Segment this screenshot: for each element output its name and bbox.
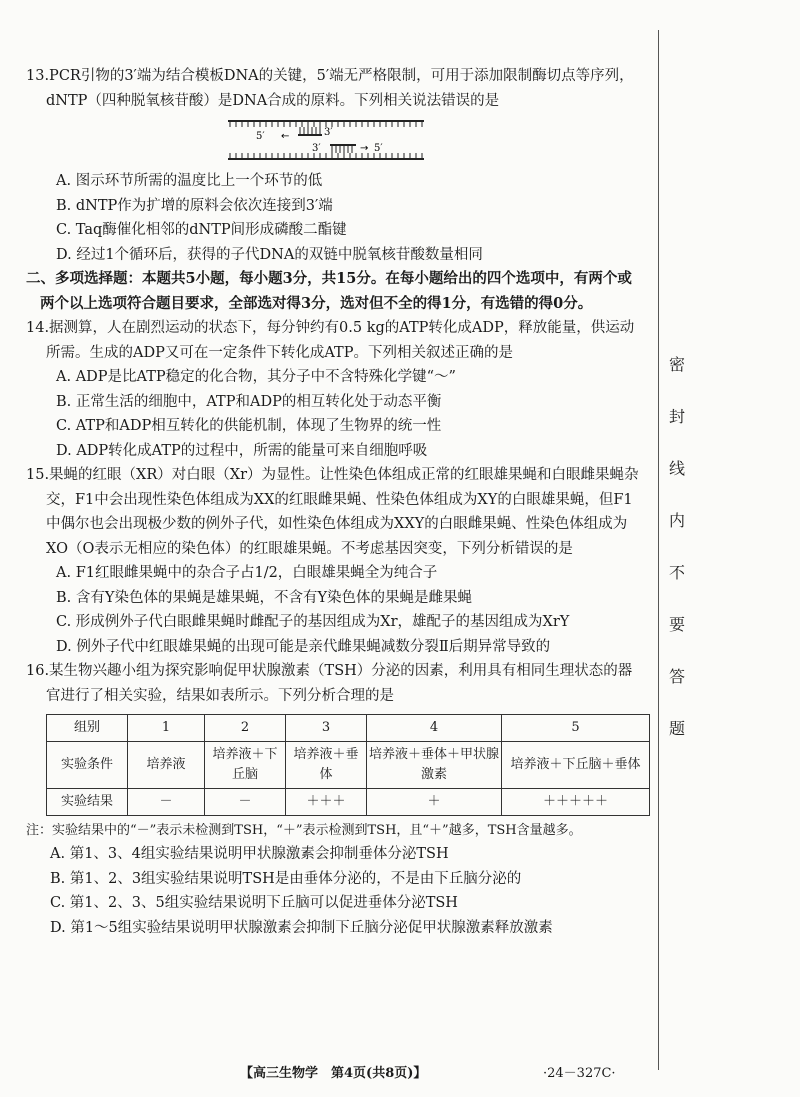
table-cell: 5 xyxy=(502,715,650,742)
table-cell: 4 xyxy=(367,715,502,742)
seal-char: 密 xyxy=(668,355,685,374)
seal-char: 要 xyxy=(668,615,685,634)
option-d: D. 经过1个循环后，获得的子代DNA的双链中脱氧核苷酸数量相同 xyxy=(56,246,483,263)
table-cell: 1 xyxy=(128,715,205,742)
option-d: D. ADP转化成ATP的过程中，所需的能量可来自细胞呼吸 xyxy=(56,442,428,459)
seal-line xyxy=(658,30,659,1070)
footer-page-info: 【高三生物学 第4页(共8页)】 xyxy=(240,1066,427,1081)
table-cell: ＋ xyxy=(367,789,502,816)
table-cell: 实验结果 xyxy=(47,789,128,816)
table-cell: 培养液 xyxy=(128,742,205,789)
question-14 xyxy=(26,316,644,463)
option-b: B. dNTP作为扩增的原料会依次连接到3′端 xyxy=(56,197,333,214)
seal-char: 不 xyxy=(668,563,685,582)
question-stem: 14.据测算，人在剧烈运动的状态下，每分钟约有0.5 kg的ATP转化成ADP，释放能量，供运动所需。生成的ADP又可在一定条件下转化成ATP。下列相关叙述正确的是 xyxy=(26,320,635,361)
option-b: B. 第1、2、3组实验结果说明TSH是由垂体分泌的，不是由下丘脑分泌的 xyxy=(50,870,522,887)
table-row xyxy=(47,715,650,742)
seal-char: 线 xyxy=(668,459,685,478)
pcr-diagram xyxy=(226,113,644,169)
option-b: B. 含有Y染色体的果蝇是雄果蝇，不含有Y染色体的果蝇是雌果蝇 xyxy=(56,589,473,606)
table-row xyxy=(47,789,650,816)
seal-char: 答 xyxy=(668,667,685,686)
table-cell: － xyxy=(205,789,286,816)
section-heading: 二、多项选择题：本题共5小题，每小题3分，共15分。在每小题给出的四个选项中，有两个或两个以上选项符合题目要求，全部选对得3分，选对但不全的得1分，有选错的得0分。 xyxy=(26,270,632,312)
question-13 xyxy=(26,64,644,267)
table-cell: ＋＋＋ xyxy=(286,789,367,816)
question-16 xyxy=(26,659,644,940)
option-c: C. 第1、2、3、5组实验结果说明下丘脑可以促进垂体分泌TSH xyxy=(50,895,458,911)
label-3-prime-lower: 3′ xyxy=(312,143,321,154)
seal-char: 封 xyxy=(668,407,685,426)
table-cell: 培养液＋下丘脑 xyxy=(205,742,286,789)
option-a: A. 图示环节所需的温度比上一个环节的低 xyxy=(56,173,323,189)
table-note: 注：实验结果中的“－”表示未检测到TSH，“＋”表示检测到TSH，且“＋”越多，TSH含量越多。 xyxy=(26,823,582,838)
option-a: A. ADP是比ATP稳定的化合物，其分子中不含特殊化学键“～” xyxy=(56,369,456,385)
option-d: D. 第1～5组实验结果说明甲状腺激素会抑制下丘脑分泌促甲状腺激素释放激素 xyxy=(50,919,553,936)
option-d: D. 例外子代中红眼雄果蝇的出现可能是亲代雌果蝇减数分裂Ⅱ后期异常导致的 xyxy=(56,638,551,655)
table-row xyxy=(47,742,650,789)
results-table xyxy=(46,714,650,816)
seal-char: 内 xyxy=(668,511,685,530)
arrow-right-icon: → xyxy=(360,143,369,154)
label-5-prime-right: 5′ xyxy=(374,143,383,154)
table-cell: － xyxy=(128,789,205,816)
table-cell: ＋＋＋＋＋ xyxy=(502,789,650,816)
option-c: C. ATP和ADP相互转化的供能机制，体现了生物界的统一性 xyxy=(56,418,442,434)
footer-code: ·24－327C· xyxy=(543,1066,616,1081)
arrow-left-icon: ← xyxy=(281,131,290,142)
option-b: B. 正常生活的细胞中，ATP和ADP的相互转化处于动态平衡 xyxy=(56,393,442,410)
seal-line-notice xyxy=(662,352,692,768)
table-cell: 组别 xyxy=(47,715,128,742)
seal-char: 题 xyxy=(668,719,685,738)
table-cell: 实验条件 xyxy=(47,742,128,789)
option-c: C. 形成例外子代白眼雌果蝇时雌配子的基因组成为Xr，雄配子的基因组成为XrY xyxy=(56,614,570,630)
question-stem: 15.果蝇的红眼（XR）对白眼（Xr）为显性。让性染色体组成正常的红眼雄果蝇和白眼雌果蝇杂交，F1中会出现性染色体组成为XX的红眼雌果蝇、性染色体组成为XY的白眼雄果蝇，但F1中偶尔也会出现极少数的例外子代，如性染色体组成为XXY的白眼雌果蝇、性染色体组成为XO（O表示无相应的染色体）的红眼雄果蝇。不考虑基因突变，下列分析错误的是 xyxy=(26,467,639,557)
content xyxy=(26,64,644,940)
table-cell: 培养液＋垂体＋甲状腺激素 xyxy=(367,742,502,789)
label-3-prime-upper: 3′ xyxy=(324,127,333,138)
table-cell: 培养液＋垂体 xyxy=(286,742,367,789)
label-5-prime-left: 5′ xyxy=(256,131,265,142)
dna-primer-illustration xyxy=(226,113,426,169)
table-cell: 2 xyxy=(205,715,286,742)
option-a: A. F1红眼雌果蝇中的杂合子占1/2，白眼雄果蝇全为纯合子 xyxy=(56,565,438,581)
table-cell: 3 xyxy=(286,715,367,742)
question-stem: 13.PCR引物的3′端为结合模板DNA的关键，5′端无严格限制，可用于添加限制酶切点等序列，dNTP（四种脱氧核苷酸）是DNA合成的原料。下列相关说法错误的是 xyxy=(26,68,634,109)
table-cell: 培养液＋下丘脑＋垂体 xyxy=(502,742,650,789)
question-stem: 16.某生物兴趣小组为探究影响促甲状腺激素（TSH）分泌的因素，利用具有相同生理状态的器官进行了相关实验，结果如表所示。下列分析合理的是 xyxy=(26,663,633,704)
question-15 xyxy=(26,463,644,659)
option-a: A. 第1、3、4组实验结果说明甲状腺激素会抑制垂体分泌TSH xyxy=(50,846,449,862)
option-c: C. Taq酶催化相邻的dNTP间形成磷酸二酯键 xyxy=(56,222,347,238)
